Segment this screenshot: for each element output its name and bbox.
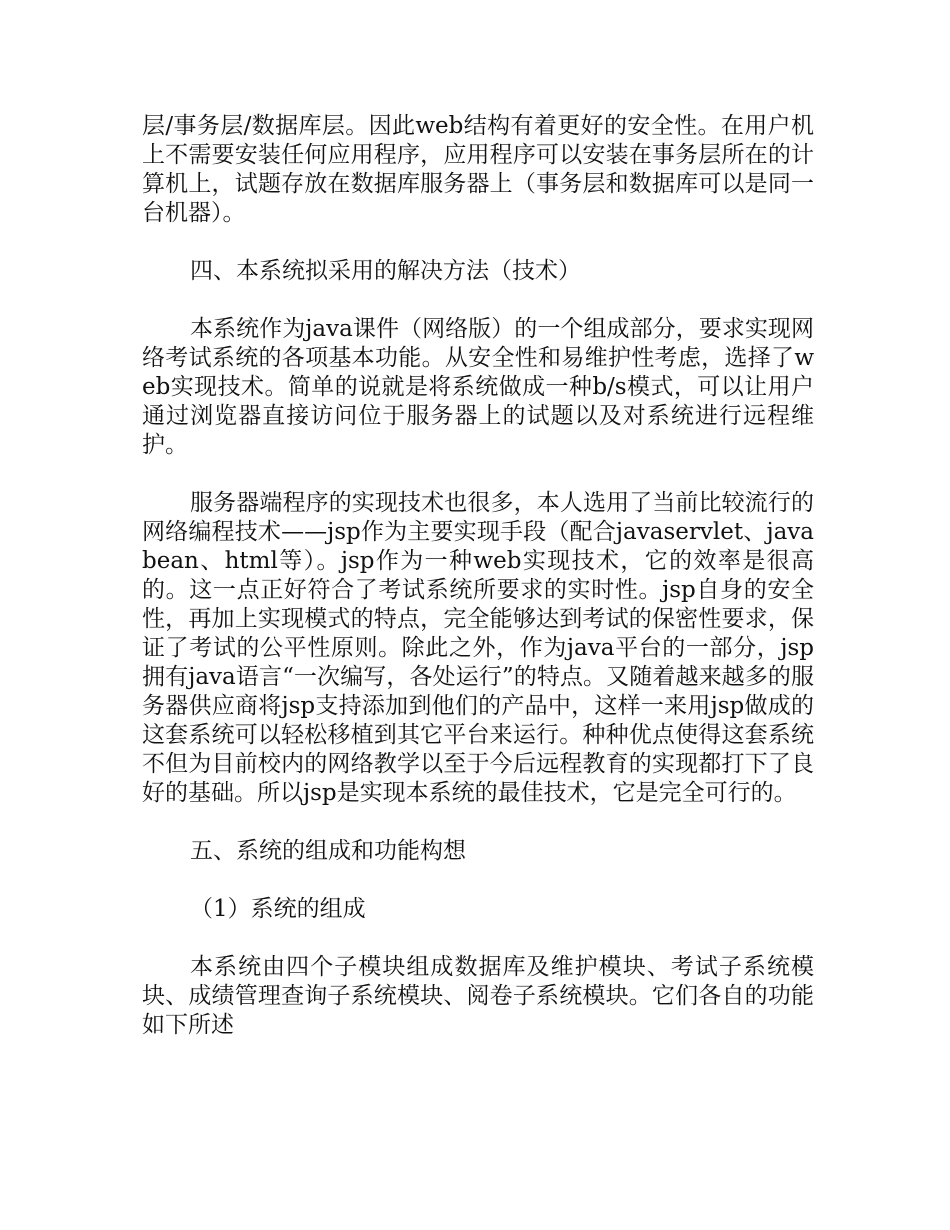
paragraph-gap xyxy=(142,460,814,489)
paragraph-jsp-technology: 服务器端程序的实现技术也很多，本人选用了当前比较流行的网络编程技术——jsp作为主要实现手段（配合javaservlet、javabean、html等）。jsp作为一种web实现技术，它的效率是很高的。这一点正好符合了考试系统所要求的实时性。jsp自身的安全性，再加上实现模式的特点，完全能够达到考试的保密性要求，保证了考试的公平性原则。除此之外，作为java平台的一部分，jsp拥有java语言“一次编写，各处运行”的特点。又随着越来越多的服务器供应商将jsp支持添加到他们的产品中，这样一来用jsp做成的这套系统可以轻松移植到其它平台来运行。种种优点使得这套系统不但为目前校内的网络教学以至于今后远程教育的实现都打下了良好的基础。所以jsp是实现本系统的最佳技术，它是完全可行的。 xyxy=(142,490,814,806)
document-page xyxy=(142,112,814,1040)
paragraph-system-intro: 本系统作为java课件（网络版）的一个组成部分，要求实现网络考试系统的各项基本功能。从安全性和易维护性考虑，选择了web实现技术。简单的说就是将系统做成一种b/s模式，可以让用户通过浏览器直接访问位于服务器上的试题以及对系统进行远程维护。 xyxy=(142,316,814,458)
section-heading-4: 四、本系统拟采用的解决方法（技术） xyxy=(190,258,581,284)
paragraph-web-security: 层/事务层/数据库层。因此web结构有着更好的安全性。在用户机上不需要安装任何应用程序，应用程序可以安装在事务层所在的计算机上，试题存放在数据库服务器上（事务层和数据库可以是同一台机器）。 xyxy=(142,113,814,226)
paragraph-gap xyxy=(142,808,814,837)
subsection-heading-1: （1）系统的组成 xyxy=(190,896,366,922)
paragraph-gap xyxy=(142,924,814,953)
paragraph-gap xyxy=(142,866,814,895)
paragraph-modules: 本系统由四个子模块组成数据库及维护模块、考试子系统模块、成绩管理查询子系统模块、阅卷子系统模块。它们各自的功能如下所述 xyxy=(142,954,814,1038)
paragraph-gap xyxy=(142,286,814,315)
section-heading-5: 五、系统的组成和功能构想 xyxy=(190,838,466,864)
paragraph-gap xyxy=(142,228,814,257)
